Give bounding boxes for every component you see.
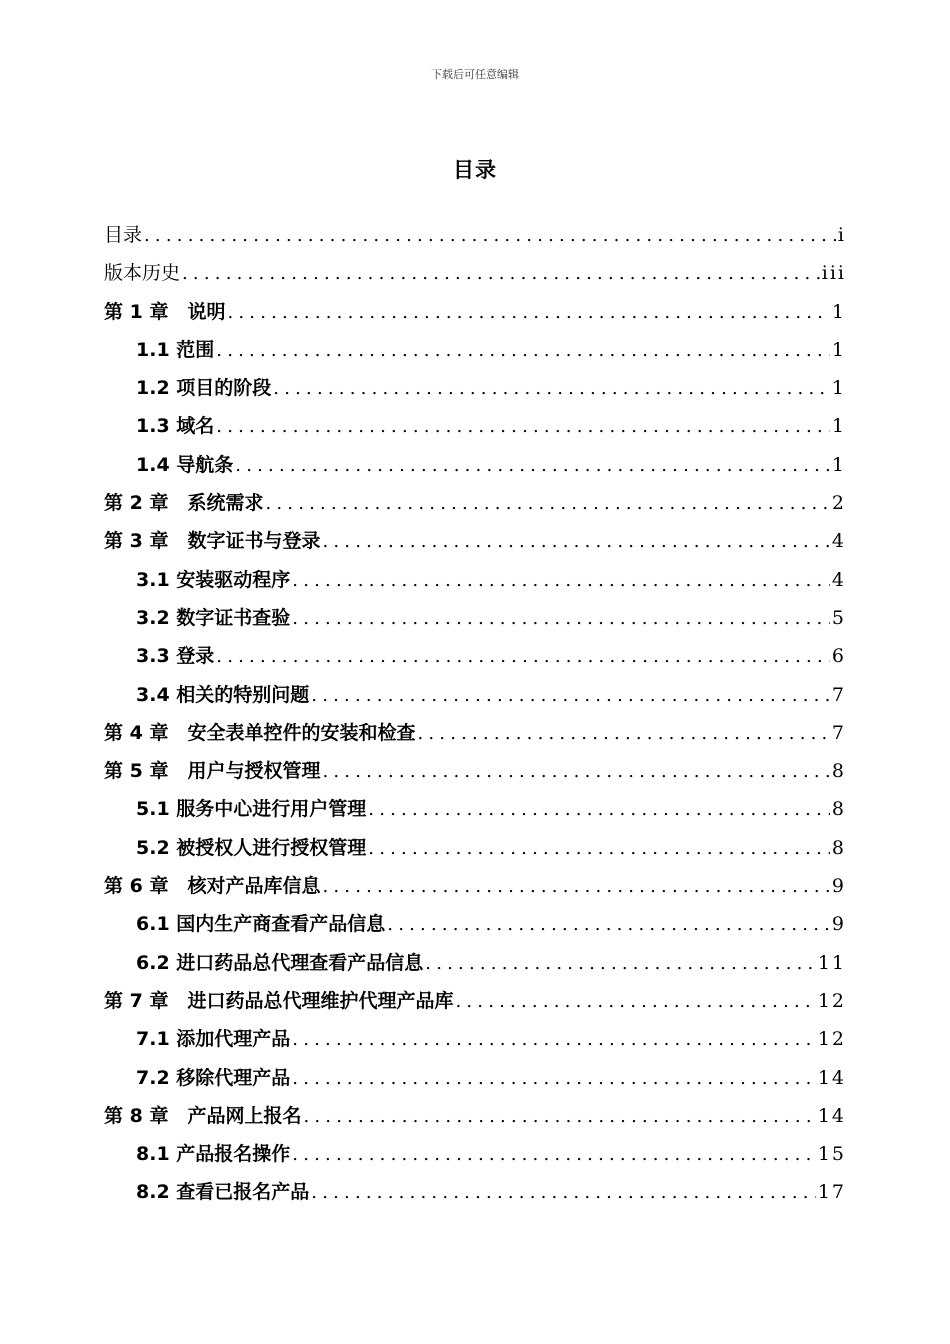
toc-entry-label: 1.2 项目的阶段 <box>136 377 272 400</box>
toc-entry-label: 8.2 查看已报名产品 <box>136 1181 310 1204</box>
toc-page-number: 1 <box>831 377 846 400</box>
toc-entry[interactable] <box>104 714 846 752</box>
toc-entry[interactable] <box>104 982 846 1020</box>
toc-entry[interactable] <box>104 407 846 445</box>
toc-page-number: i <box>837 224 846 246</box>
toc-leader-dots <box>233 447 830 484</box>
page-title: 目录 <box>453 158 497 182</box>
toc-leader-dots <box>263 485 829 522</box>
toc-leader-dots <box>423 945 816 982</box>
toc-page-number: 4 <box>831 530 846 553</box>
toc-entry-label: 5.2 被授权人进行授权管理 <box>136 836 367 859</box>
toc-entry[interactable] <box>104 1097 846 1135</box>
toc-page-number: 6 <box>831 645 846 668</box>
toc-entry[interactable] <box>104 369 846 407</box>
toc-page-number: 2 <box>831 492 846 515</box>
toc-entry-label: 3.2 数字证书查验 <box>136 606 291 629</box>
toc-entry-label: 1.4 导航条 <box>136 453 234 476</box>
toc-leader-dots <box>309 1174 816 1211</box>
toc-entry-label: 7.2 移除代理产品 <box>136 1066 291 1089</box>
toc-page-number: 1 <box>831 453 846 476</box>
toc-entry[interactable] <box>104 790 846 828</box>
toc-entry-label: 第 8 章 产品网上报名 <box>104 1104 302 1127</box>
toc-entry[interactable] <box>104 1020 846 1058</box>
toc-page-number: 1 <box>831 415 846 438</box>
toc-entry[interactable] <box>104 1059 846 1097</box>
toc-entry-label: 8.1 产品报名操作 <box>136 1143 291 1166</box>
toc-entry[interactable] <box>104 637 846 675</box>
toc-entry-label: 1.3 域名 <box>136 415 215 438</box>
toc-entry[interactable] <box>104 829 846 867</box>
toc-entry[interactable] <box>104 254 846 292</box>
toc-leader-dots <box>385 906 830 943</box>
toc-leader-dots <box>290 1060 816 1097</box>
toc-leader-dots <box>320 523 829 560</box>
header-note: 下载后可任意编辑 <box>431 68 519 81</box>
toc-entry[interactable] <box>104 561 846 599</box>
toc-leader-dots <box>366 830 830 867</box>
toc-entry[interactable] <box>104 1135 846 1173</box>
toc-leader-dots <box>214 408 830 445</box>
toc-entry-label: 6.2 进口药品总代理查看产品信息 <box>136 951 424 974</box>
toc-leader-dots <box>142 217 836 254</box>
toc-leader-dots <box>366 791 830 828</box>
toc-page-number: 4 <box>831 568 846 591</box>
toc-leader-dots <box>320 753 829 790</box>
toc-entry[interactable] <box>104 752 846 790</box>
toc-leader-dots <box>290 562 830 599</box>
toc-page-number: 8 <box>831 760 846 783</box>
toc-entry[interactable] <box>104 484 846 522</box>
toc-entry-label: 3.3 登录 <box>136 645 215 668</box>
toc-entry-label: 第 3 章 数字证书与登录 <box>104 530 321 553</box>
toc-entry-label: 6.1 国内生产商查看产品信息 <box>136 913 386 936</box>
toc-leader-dots <box>214 332 830 369</box>
toc-entry-label: 3.4 相关的特别问题 <box>136 683 310 706</box>
toc-entry[interactable] <box>104 867 846 905</box>
table-of-contents <box>104 216 846 1212</box>
toc-page-number: 15 <box>817 1143 846 1166</box>
toc-entry-label: 版本历史 <box>104 262 181 285</box>
toc-entry[interactable] <box>104 446 846 484</box>
toc-leader-dots <box>320 868 829 905</box>
toc-leader-dots <box>271 370 830 407</box>
toc-page-number: 1 <box>831 300 846 323</box>
toc-entry[interactable] <box>104 676 846 714</box>
toc-entry[interactable] <box>104 905 846 943</box>
toc-page-number: 9 <box>831 913 846 936</box>
toc-page-number: iii <box>821 262 846 285</box>
toc-page-number: 8 <box>831 836 846 859</box>
toc-entry[interactable] <box>104 1173 846 1211</box>
toc-entry-label: 第 1 章 说明 <box>104 300 226 323</box>
toc-leader-dots <box>309 677 830 714</box>
toc-page-number: 5 <box>831 606 846 629</box>
toc-entry[interactable] <box>104 522 846 560</box>
toc-entry-label: 第 6 章 核对产品库信息 <box>104 875 321 898</box>
toc-leader-dots <box>214 638 830 675</box>
toc-page-number: 14 <box>817 1066 846 1089</box>
toc-entry-label: 3.1 安装驱动程序 <box>136 568 291 591</box>
toc-entry-label: 第 7 章 进口药品总代理维护代理产品库 <box>104 989 454 1012</box>
toc-page-number: 7 <box>831 721 846 744</box>
toc-leader-dots <box>180 255 820 292</box>
toc-page-number: 1 <box>831 338 846 361</box>
toc-entry[interactable] <box>104 216 846 254</box>
toc-leader-dots <box>290 1136 816 1173</box>
toc-entry-label: 第 4 章 安全表单控件的安装和检查 <box>104 721 416 744</box>
toc-page-number: 9 <box>831 875 846 898</box>
toc-page-number: 12 <box>817 989 846 1012</box>
toc-leader-dots <box>453 983 815 1020</box>
toc-entry-label: 5.1 服务中心进行用户管理 <box>136 798 367 821</box>
toc-leader-dots <box>225 294 829 331</box>
toc-page-number: 17 <box>817 1181 846 1204</box>
toc-leader-dots <box>290 1021 816 1058</box>
toc-page-number: 12 <box>817 1028 846 1051</box>
toc-leader-dots <box>290 600 830 637</box>
toc-entry-label: 1.1 范围 <box>136 338 215 361</box>
toc-entry[interactable] <box>104 331 846 369</box>
toc-page-number: 7 <box>831 683 846 706</box>
toc-entry-label: 7.1 添加代理产品 <box>136 1028 291 1051</box>
toc-entry[interactable] <box>104 599 846 637</box>
toc-leader-dots <box>415 715 829 752</box>
toc-leader-dots <box>301 1098 815 1135</box>
toc-page-number: 8 <box>831 798 846 821</box>
toc-entry[interactable] <box>104 944 846 982</box>
toc-entry[interactable] <box>104 293 846 331</box>
toc-page-number: 11 <box>817 951 846 974</box>
toc-entry-label: 目录 <box>104 224 143 246</box>
toc-page-number: 14 <box>817 1104 846 1127</box>
toc-entry-label: 第 2 章 系统需求 <box>104 492 264 515</box>
toc-entry-label: 第 5 章 用户与授权管理 <box>104 760 321 783</box>
